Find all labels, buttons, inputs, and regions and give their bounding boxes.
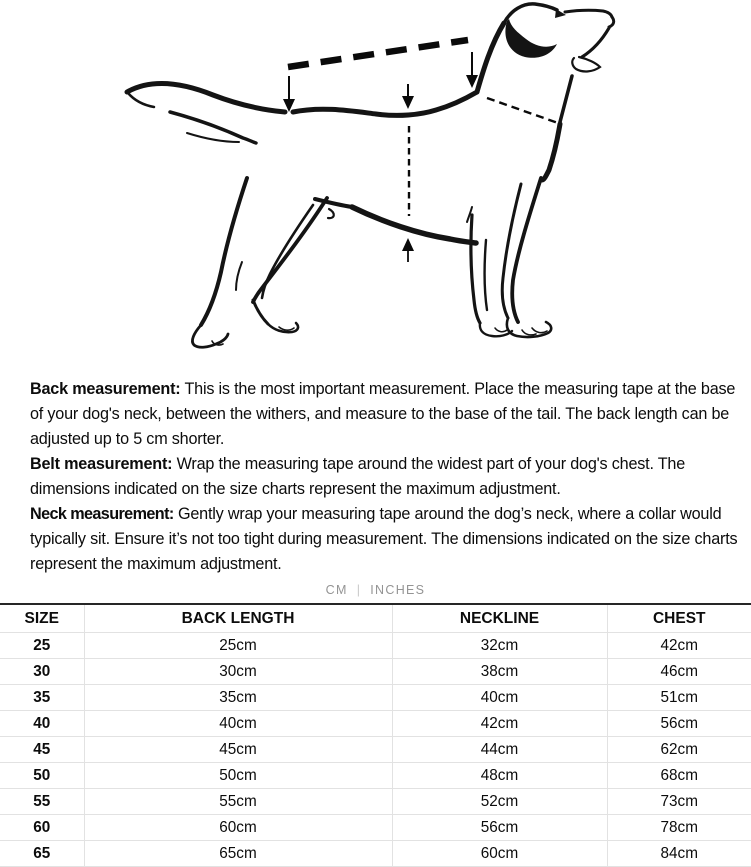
- chest-cell: 51cm: [607, 685, 751, 711]
- neckline-cell: 48cm: [392, 763, 607, 789]
- chest-cell: 42cm: [607, 633, 751, 659]
- back-length-cell: 45cm: [84, 737, 392, 763]
- dog-front-legs: [467, 178, 551, 337]
- neckline-cell: 44cm: [392, 737, 607, 763]
- table-row: [0, 841, 751, 867]
- neckline-cell: 42cm: [392, 711, 607, 737]
- instruction-line: Gently wrap your measuring tape around the dog’s neck, where a collar would: [173, 505, 722, 523]
- neckline-cell: 32cm: [392, 633, 607, 659]
- back-length-cell: 50cm: [84, 763, 392, 789]
- measurement-instructions: [0, 370, 751, 577]
- unit-toggle: [0, 582, 751, 598]
- neck-measurement-dashed-line: [487, 98, 558, 123]
- table-row: [0, 789, 751, 815]
- dog-body: [293, 92, 477, 243]
- unit-divider: |: [356, 583, 362, 597]
- size-cell: 60: [0, 815, 84, 841]
- instruction-line: dimensions indicated on the size charts represent the maximum adjustment.: [30, 480, 561, 498]
- dog-head: [477, 4, 614, 180]
- header-row: [0, 604, 751, 633]
- back-measurement-dashed-line: [288, 40, 468, 67]
- table-row: [0, 815, 751, 841]
- instruction-line: of your dog's neck, between the withers, and measure to the base of the tail. The back length can be: [30, 405, 730, 423]
- back-measurement-paragraph: [30, 377, 751, 452]
- size-cell: 55: [0, 789, 84, 815]
- table-row: [0, 659, 751, 685]
- dog-tail: [127, 84, 285, 143]
- neckline-cell: 60cm: [392, 841, 607, 867]
- chest-cell: 84cm: [607, 841, 751, 867]
- column-header-back-length: BACK LENGTH: [84, 604, 392, 633]
- back-length-cell: 55cm: [84, 789, 392, 815]
- dog-measurement-illustration: [0, 0, 751, 370]
- size-cell: 40: [0, 711, 84, 737]
- size-cell: 45: [0, 737, 84, 763]
- back-length-cell: 25cm: [84, 633, 392, 659]
- table-row: [0, 763, 751, 789]
- size-cell: 65: [0, 841, 84, 867]
- instruction-line: Wrap the measuring tape around the widest part of your dog's chest. The: [172, 455, 686, 473]
- column-header-neckline: NECKLINE: [392, 604, 607, 633]
- back-length-cell: 65cm: [84, 841, 392, 867]
- neckline-cell: 38cm: [392, 659, 607, 685]
- chest-cell: 62cm: [607, 737, 751, 763]
- up-arrow-icon: [402, 238, 414, 262]
- chest-cell: 73cm: [607, 789, 751, 815]
- size-cell: 30: [0, 659, 84, 685]
- instruction-line: represent the maximum adjustment.: [30, 555, 282, 573]
- size-cell: 50: [0, 763, 84, 789]
- down-arrow-icon: [466, 52, 478, 88]
- neck-measurement-paragraph: [30, 502, 751, 577]
- size-table-body: [0, 633, 751, 867]
- size-table-header: [0, 604, 751, 633]
- neckline-cell: 40cm: [392, 685, 607, 711]
- chest-cell: 56cm: [607, 711, 751, 737]
- table-row: [0, 685, 751, 711]
- table-row: [0, 737, 751, 763]
- back-length-cell: 40cm: [84, 711, 392, 737]
- chest-cell: 78cm: [607, 815, 751, 841]
- column-header-chest: CHEST: [607, 604, 751, 633]
- unit-option-inches[interactable]: INCHES: [370, 583, 426, 597]
- instruction-line: typically sit. Ensure it’s not too tight during measurement. The dimensions indicated on the size charts: [30, 530, 738, 548]
- size-chart-table: [0, 603, 751, 867]
- dog-hind-legs: [192, 178, 327, 347]
- chest-cell: 68cm: [607, 763, 751, 789]
- neck-measurement-label: Neck measurement:: [30, 505, 174, 523]
- size-cell: 35: [0, 685, 84, 711]
- table-row: [0, 633, 751, 659]
- chest-cell: 46cm: [607, 659, 751, 685]
- down-arrow-icon: [402, 84, 414, 109]
- down-arrow-icon: [283, 76, 295, 112]
- neckline-cell: 52cm: [392, 789, 607, 815]
- back-length-cell: 35cm: [84, 685, 392, 711]
- back-length-cell: 30cm: [84, 659, 392, 685]
- column-header-size: SIZE: [0, 604, 84, 633]
- belt-measurement-label: Belt measurement:: [30, 455, 173, 473]
- table-row: [0, 711, 751, 737]
- back-length-cell: 60cm: [84, 815, 392, 841]
- neckline-cell: 56cm: [392, 815, 607, 841]
- belt-measurement-paragraph: [30, 452, 751, 502]
- measurement-annotations: [283, 40, 558, 262]
- dog-ear: [505, 19, 557, 58]
- back-measurement-label: Back measurement:: [30, 380, 181, 398]
- unit-option-cm[interactable]: CM: [325, 583, 348, 597]
- instruction-line: This is the most important measurement. Place the measuring tape at the base: [180, 380, 736, 398]
- size-cell: 25: [0, 633, 84, 659]
- instruction-line: adjusted up to 5 cm shorter.: [30, 430, 225, 448]
